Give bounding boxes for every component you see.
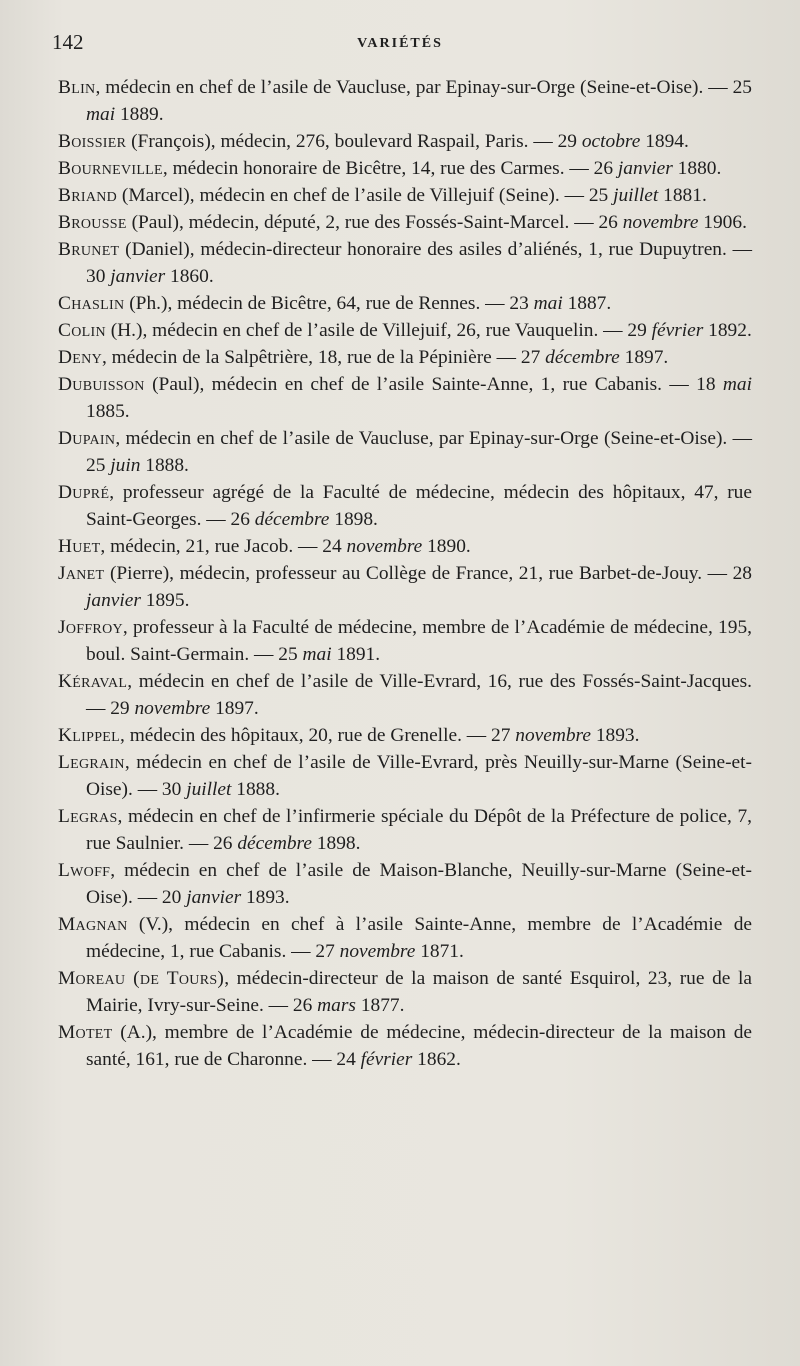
member-name: Chaslin (58, 293, 125, 314)
member-month: mai (533, 293, 563, 314)
member-year: 1885. (86, 401, 130, 422)
member-year: 1890. (422, 536, 471, 557)
member-name: Klippel (58, 725, 120, 746)
member-details: , professeur à la Faculté de médecine, membre de l’Académie de médecine, 195, boul. Saint-Germain. — 25 (86, 617, 752, 665)
member-name: Bourneville (58, 158, 163, 179)
member-details: (Daniel), médecin-directeur honoraire des asiles d’aliénés, 1, rue Dupuytren. — 30 (86, 239, 752, 287)
member-name: Dupré (58, 482, 110, 503)
member-month: mars (317, 995, 356, 1016)
member-month: novembre (339, 941, 416, 962)
list-item (58, 371, 752, 425)
member-details: , médecin des hôpitaux, 20, rue de Grenelle. — 27 (120, 725, 516, 746)
member-year: 1862. (412, 1049, 461, 1070)
list-item (58, 74, 752, 128)
list-item (58, 344, 752, 371)
member-month: octobre (581, 131, 641, 152)
list-item (58, 155, 752, 182)
list-item (58, 425, 752, 479)
member-name: Legras (58, 806, 118, 827)
list-item (58, 857, 752, 911)
member-month: novembre (622, 212, 699, 233)
member-name: Dupain (58, 428, 116, 449)
member-year: 1887. (562, 293, 612, 314)
member-details: , médecin en chef de l’asile de Maison-Blanche, Neuilly-sur-Marne (Seine-et-Oise). — 20 (86, 860, 752, 908)
member-name: Deny (58, 347, 102, 368)
list-item (58, 560, 752, 614)
member-month: novembre (515, 725, 591, 746)
member-name: Kéraval (58, 671, 128, 692)
member-name: Moreau (de Tours) (58, 968, 225, 989)
member-name: Legrain (58, 752, 125, 773)
member-month: mai (722, 374, 752, 395)
member-month: décembre (237, 833, 312, 854)
member-details: (Paul), médecin, député, 2, rue des Fossés-Saint-Marcel. — 26 (126, 212, 623, 233)
member-details: , médecin en chef de l’asile de Ville-Evrard, 16, rue des Fossés-Saint-Jacques. — 29 (86, 671, 752, 719)
member-year: 1893. (241, 887, 290, 908)
member-details: (François), médecin, 276, boulevard Raspail, Paris. — 29 (126, 131, 582, 152)
list-item (58, 749, 752, 803)
member-name: Janet (58, 563, 105, 584)
member-name: Motet (58, 1022, 113, 1043)
list-item (58, 236, 752, 290)
list-item (58, 209, 752, 236)
member-details: , médecin en chef de l’asile de Ville-Evrard, près Neuilly-sur-Marne (Seine-et-Oise). — 30 (86, 752, 752, 800)
member-year: 1898. (311, 833, 361, 854)
list-item (58, 479, 752, 533)
list-item (58, 668, 752, 722)
running-head: VARIÉTÉS (357, 36, 443, 51)
member-year: 1894. (640, 131, 689, 152)
member-year: 1892. (703, 320, 752, 341)
member-month: janvier (186, 887, 242, 908)
member-year: 1888. (231, 779, 280, 800)
page-header (52, 30, 748, 60)
member-details: (Paul), médecin en chef de l’asile Sainte-Anne, 1, rue Cabanis. — 18 (144, 374, 723, 395)
member-details: , médecin en chef de l’asile de Vaucluse, par Epinay-sur-Orge (Seine-et-Oise). — 25 (86, 428, 752, 476)
member-month: novembre (134, 698, 211, 719)
member-details: (Marcel), médecin en chef de l’asile de Villejuif (Seine). — 25 (117, 185, 614, 206)
member-month: juin (110, 455, 141, 476)
member-details: , médecin de la Salpêtrière, 18, rue de la Pépinière — 27 (101, 347, 546, 368)
member-year: 1897. (210, 698, 259, 719)
member-month: juillet (613, 185, 659, 206)
member-year: 1895. (140, 590, 190, 611)
member-details: (Pierre), médecin, professeur au Collège de France, 21, rue Barbet-de-Jouy. — 28 (104, 563, 752, 584)
member-name: Colin (58, 320, 106, 341)
list-item (58, 182, 752, 209)
member-month: janvier (617, 158, 673, 179)
member-month: décembre (254, 509, 330, 530)
member-name: Dubuisson (58, 374, 145, 395)
member-details: (Ph.), médecin de Bicêtre, 64, rue de Rennes. — 23 (124, 293, 534, 314)
member-list (58, 74, 752, 1073)
list-item (58, 533, 752, 560)
page-number: 142 (52, 30, 84, 54)
list-item (58, 317, 752, 344)
list-item (58, 965, 752, 1019)
member-month: janvier (110, 266, 166, 287)
member-month: janvier (86, 590, 141, 611)
member-month: juillet (186, 779, 232, 800)
list-item (58, 911, 752, 965)
member-year: 1898. (329, 509, 378, 530)
member-name: Briand (58, 185, 118, 206)
member-month: mai (86, 104, 116, 125)
member-details: (H.), médecin en chef de l’asile de Villejuif, 26, rue Vauquelin. — 29 (105, 320, 652, 341)
member-details: , professeur agrégé de la Faculté de médecine, médecin des hôpitaux, 47, rue Saint-Georges. — 26 (86, 482, 752, 530)
member-year: 1871. (415, 941, 464, 962)
member-month: février (360, 1049, 413, 1070)
member-details: , médecin en chef de l’asile de Vaucluse, par Epinay-sur-Orge (Seine-et-Oise). — 25 (95, 77, 752, 98)
member-details: , médecin, 21, rue Jacob. — 24 (100, 536, 347, 557)
member-details: , médecin en chef de l’infirmerie spéciale du Dépôt de la Préfecture de police, 7, rue Saulnier. — 26 (86, 806, 752, 854)
member-details: (A.), membre de l’Académie de médecine, médecin-directeur de la maison de santé, 161, rue de Charonne. — 24 (86, 1022, 752, 1070)
member-year: 1893. (591, 725, 640, 746)
member-name: Magnan (58, 914, 128, 935)
member-year: 1897. (619, 347, 669, 368)
member-name: Blin (58, 77, 96, 98)
list-item (58, 803, 752, 857)
member-year: 1888. (140, 455, 189, 476)
member-name: Boissier (58, 131, 127, 152)
member-year: 1906. (698, 212, 747, 233)
member-details: , médecin-directeur de la maison de santé Esquirol, 23, rue de la Mairie, Ivry-sur-Seine. — 26 (86, 968, 752, 1016)
member-month: mai (302, 644, 332, 665)
member-name: Brunet (58, 239, 120, 260)
member-month: février (651, 320, 704, 341)
member-name: Lwoff (58, 860, 111, 881)
member-year: 1860. (165, 266, 214, 287)
member-name: Brousse (58, 212, 127, 233)
list-item (58, 614, 752, 668)
member-month: décembre (545, 347, 620, 368)
member-details: (V.), médecin en chef à l’asile Sainte-Anne, membre de l’Académie de médecine, 1, rue Cabanis. — 27 (86, 914, 752, 962)
member-name: Huet (58, 536, 101, 557)
list-item (58, 1019, 752, 1073)
member-year: 1889. (115, 104, 164, 125)
member-month: novembre (346, 536, 423, 557)
member-name: Joffroy (58, 617, 123, 638)
member-year: 1877. (355, 995, 405, 1016)
member-year: 1881. (658, 185, 707, 206)
list-item (58, 128, 752, 155)
list-item (58, 722, 752, 749)
list-item (58, 290, 752, 317)
member-details: , médecin honoraire de Bicêtre, 14, rue des Carmes. — 26 (162, 158, 618, 179)
member-year: 1880. (672, 158, 722, 179)
member-year: 1891. (331, 644, 381, 665)
